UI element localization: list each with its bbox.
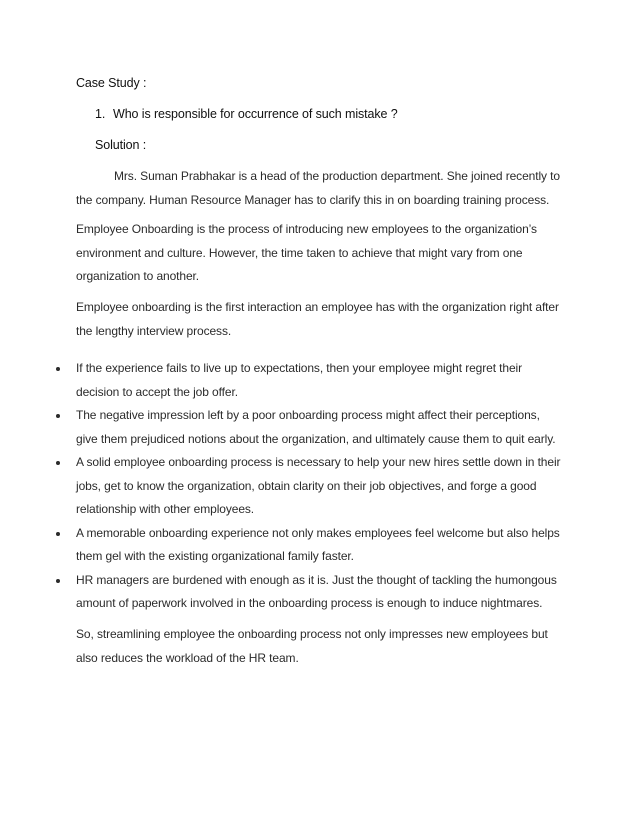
bullet-item (0, 522, 562, 569)
question-item (95, 107, 398, 121)
bullet-icon (56, 461, 60, 465)
bullet-item (0, 404, 562, 451)
bullet-icon (56, 579, 60, 583)
case-study-heading: Case Study : (76, 76, 147, 90)
paragraph-first-interaction: Employee onboarding is the first interaction an employee has with the organization right after the lengthy interview process. (76, 300, 559, 338)
question-text: Who is responsible for occurrence of such mistake ? (113, 107, 398, 121)
bullet-icon (56, 414, 60, 418)
bullet-icon (56, 367, 60, 371)
bullet-text: A memorable onboarding experience not only makes employees feel welcome but also helps them gel with the existing organizational family faster. (76, 525, 560, 563)
bullet-text: A solid employee onboarding process is necessary to help your new hires settle down in their jobs, get to know the organization, obtain clarity on their job objectives, and forge a good relationship with other employees. (76, 455, 561, 516)
bullet-item (0, 569, 562, 616)
paragraph-intro: Mrs. Suman Prabhakar is a head of the production department. She joined recently to the company. Human Resource Manager has to clarify this in on boarding training process. (76, 169, 560, 207)
bullet-icon (56, 532, 60, 536)
bullet-text: HR managers are burdened with enough as it is. Just the thought of tackling the humongous amount of paperwork involved in the onboarding process is enough to induce nightmares. (76, 572, 557, 610)
bullet-item (0, 357, 562, 404)
bullet-text: The negative impression left by a poor onboarding process might affect their perceptions, give them prejudiced notions about the organization, and ultimately cause them to quit early. (76, 408, 556, 446)
paragraph-closing: So, streamlining employee the onboarding process not only impresses new employees but also reduces the workload of the HR team. (76, 627, 548, 665)
bullet-list (0, 357, 638, 616)
solution-label: Solution : (95, 138, 147, 152)
paragraph-onboarding-definition: Employee Onboarding is the process of introducing new employees to the organization’s environment and culture. However, the time taken to achieve that might vary from one organization to another. (76, 222, 537, 283)
bullet-text: If the experience fails to live up to expectations, then your employee might regret their decision to accept the job offer. (76, 361, 523, 399)
bullet-item (0, 451, 562, 522)
question-number: 1. (95, 107, 106, 121)
